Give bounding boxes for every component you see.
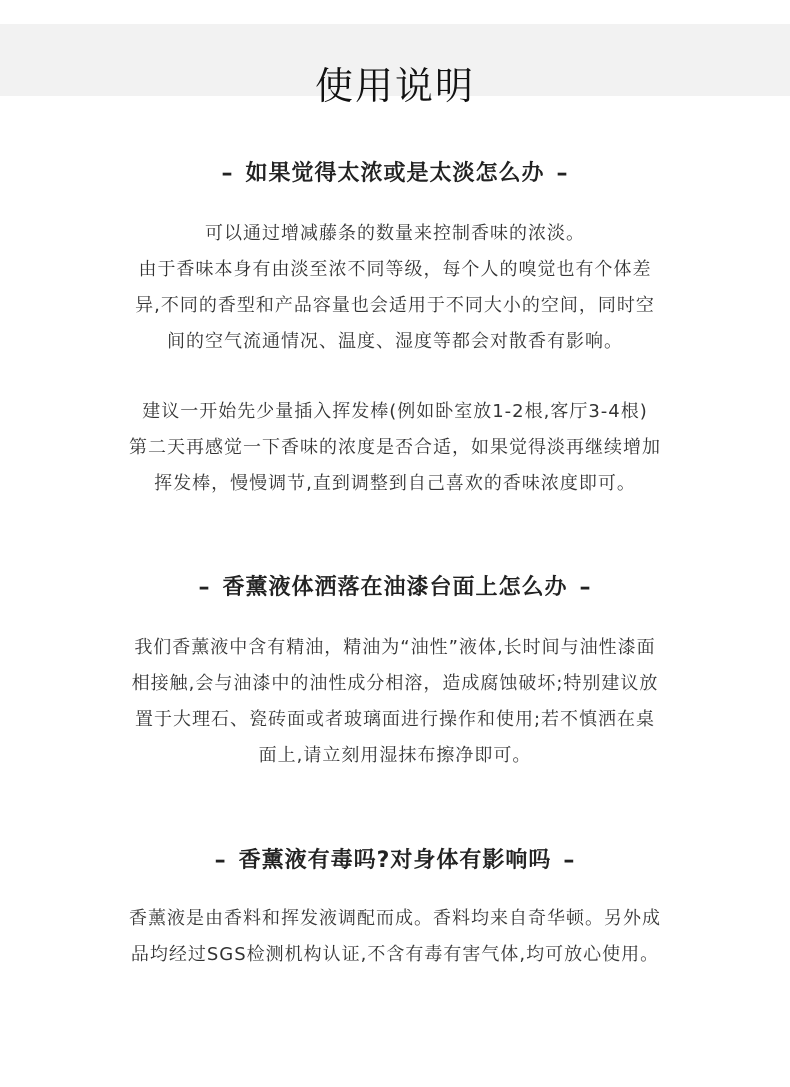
- section-paragraph: [75, 901, 715, 973]
- section-paragraph: [75, 630, 715, 774]
- paragraph-line: 第二天再感觉一下香味的浓度是否合适，如果觉得淡再继续增加: [129, 437, 661, 458]
- paragraph-line: 面上,请立刻用湿抹布擦净即可。: [258, 745, 532, 766]
- heading-dash-right: –: [579, 575, 592, 600]
- section-heading-text: 如果觉得太浓或是太淡怎么办: [245, 161, 545, 186]
- section-paragraph: [75, 394, 715, 502]
- paragraph-line: 由于香味本身有由淡至浓不同等级，每个人的嗅觉也有个体差: [138, 259, 652, 280]
- paragraph-line: 异,不同的香型和产品容量也会适用于不同大小的空间，同时空: [135, 295, 655, 316]
- paragraph-line: 品均经过SGS检测机构认证,不含有毒有害气体,均可放心使用。: [130, 944, 660, 965]
- section-heading-text: 香薰液有毒吗?对身体有影响吗: [238, 848, 552, 873]
- section-heading: [0, 572, 790, 604]
- paragraph-line: 可以通过增减藤条的数量来控制香味的浓淡。: [205, 223, 585, 244]
- page-title: 使用说明: [314, 64, 475, 109]
- section-heading: [0, 158, 790, 190]
- heading-dash-right: –: [556, 161, 569, 186]
- heading-dash-right: –: [563, 848, 576, 873]
- paragraph-line: 香薰液是由香料和挥发液调配而成。香料均来自奇华顿。另外成: [129, 908, 661, 929]
- paragraph-line: 我们香薰液中含有精油，精油为“油性”液体,长时间与油性漆面: [134, 637, 656, 658]
- heading-dash-left: –: [221, 161, 234, 186]
- paragraph-line: 置于大理石、瓷砖面或者玻璃面进行操作和使用;若不慎洒在桌: [134, 709, 656, 730]
- paragraph-line: 建议一开始先少量插入挥发棒(例如卧室放1-2根,客厅3-4根): [142, 401, 648, 422]
- heading-dash-left: –: [214, 848, 227, 873]
- section-heading-text: 香薰液体洒落在油漆台面上怎么办: [222, 575, 568, 600]
- section-heading: [0, 845, 790, 877]
- faq-section-2: [0, 572, 790, 774]
- heading-dash-left: –: [198, 575, 211, 600]
- faq-section-3: [0, 845, 790, 973]
- section-paragraph: [75, 216, 715, 360]
- paragraph-line: 相接触,会与油漆中的油性成分相溶，造成腐蚀破坏;特别建议放: [131, 673, 659, 694]
- faq-section-1: [0, 158, 790, 502]
- paragraph-line: 间的空气流通情况、温度、湿度等都会对散香有影响。: [167, 331, 623, 352]
- paragraph-line: 挥发棒，慢慢调节,直到调整到自己喜欢的香味浓度即可。: [154, 473, 636, 494]
